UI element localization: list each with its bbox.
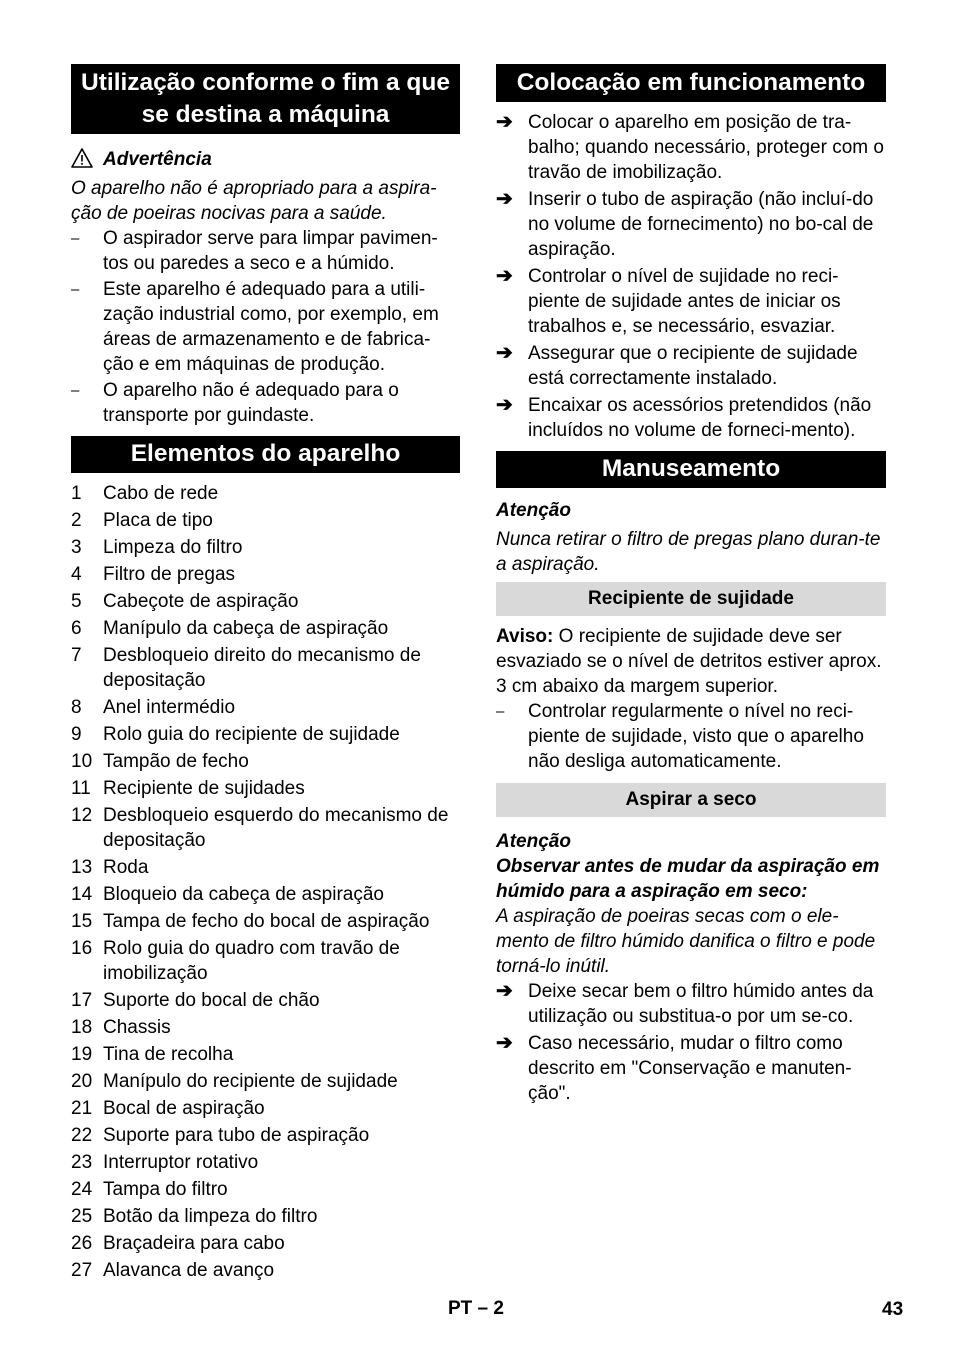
item-text: Tampa do filtro [103,1179,228,1200]
list-item [71,776,460,801]
list-item [496,187,886,262]
item-number: 10 [71,751,93,772]
item-text: Suporte do bocal de chão [103,990,320,1011]
list-item: – O aparelho não é adequado para o transporte por guindaste. [71,378,460,428]
list-item [71,508,460,533]
list-item [71,616,460,641]
list-item [71,1123,460,1148]
notice-text: O recipiente de sujidade deve ser esvaziado se o nível de detritos estiver aprox. 3 cm abaixo da margem superior. [496,626,882,697]
step-text: Caso necessário, mudar o filtro como descrito em "Conservação e manuten-ção". [528,1033,852,1104]
attention-bold-text: Observar antes de mudar da aspiração em húmido para a aspiração em seco: [496,856,880,902]
list-item [71,855,460,880]
item-text: Anel intermédio [103,697,236,718]
list-item [71,1042,460,1067]
step-text: Inserir o tubo de aspiração (não incluí-do no volume de fornecimento) no bo-cal de aspiração. [528,189,874,260]
warning-label: Advertência [103,149,212,170]
item-number: 1 [71,483,82,504]
list-item [71,1015,460,1040]
item-text: Bocal de aspiração [103,1098,265,1119]
list-item [71,643,460,693]
item-text: Cabo de rede [103,483,219,504]
list-item [71,988,460,1013]
notice-label: Aviso: [496,626,554,647]
item-number: 20 [71,1071,93,1092]
item-number: 25 [71,1206,93,1227]
list-item [71,1258,460,1283]
item-number: 21 [71,1098,93,1119]
item-text: Alavanca de avanço [103,1260,275,1281]
list-item [71,1096,460,1121]
list-item [496,264,886,339]
item-number: 2 [71,510,82,531]
section-heading-intended-use: Utilização conforme o fim a que se destina a máquina [71,64,460,134]
section-heading-device-elements: Elementos do aparelho [71,436,460,473]
item-number: 5 [71,591,82,612]
list-item: – Este aparelho é adequado para a utili-zação industrial como, por exemplo, em áreas de armazenamento e de fabrica-ção e em máquinas de produção. [71,277,460,377]
step-text: Colocar o aparelho em posição de tra-balho; quando necessário, proteger com o travão de imobilização. [528,112,884,183]
attention-label: Atenção [496,500,571,521]
list-item [496,341,886,391]
list-item [71,589,460,614]
notice-paragraph [496,624,886,699]
list-item [71,803,460,853]
item-text: Roda [103,857,149,878]
list-item [496,393,886,443]
attention-text-2: A aspiração de poeiras secas com o ele-mento de filtro húmido danifica o filtro e pode torná-lo inútil. [496,906,876,977]
start-up-steps [496,110,886,443]
arrow-right-icon: ➔ [496,394,513,416]
arrow-right-icon: ➔ [496,188,513,210]
list-item [71,1177,460,1202]
item-number: 26 [71,1233,93,1254]
left-column [71,64,460,1285]
attention-label-2: Atenção [496,831,571,852]
item-text: Placa de tipo [103,510,213,531]
item-number: 27 [71,1260,93,1281]
warning-triangle-icon [71,148,93,168]
item-number: 24 [71,1179,93,1200]
warning-block [71,147,460,172]
item-text: Filtro de pregas [103,564,236,585]
item-number: 19 [71,1044,93,1065]
arrow-right-icon: ➔ [496,1032,513,1054]
item-number: 6 [71,618,82,639]
item-number: 16 [71,938,93,959]
list-item [71,1231,460,1256]
list-item [71,882,460,907]
item-number: 22 [71,1125,93,1146]
arrow-right-icon: ➔ [496,980,513,1002]
item-text: Braçadeira para cabo [103,1233,285,1254]
item-number: 14 [71,884,93,905]
item-text: Tampa de fecho do bocal de aspiração [103,911,430,932]
item-text: Tina de recolha [103,1044,234,1065]
item-text: Botão da limpeza do filtro [103,1206,318,1227]
section-heading-start-up: Colocação em funcionamento [496,64,886,102]
item-text: Desbloqueio esquerdo do mecanismo de depositação [103,805,449,851]
list-item [71,1150,460,1175]
list-item [496,1031,886,1106]
list-item: – O aspirador serve para limpar pavimen-tos ou paredes a seco e a húmido. [71,226,460,276]
step-text: Assegurar que o recipiente de sujidade está correctamente instalado. [528,343,858,389]
right-column [496,64,886,1108]
item-number: 15 [71,911,93,932]
step-text: Encaixar os acessórios pretendidos (não incluídos no volume de forneci-mento). [528,395,872,441]
item-number: 12 [71,805,93,826]
list-item [71,481,460,506]
item-text: Manípulo da cabeça de aspiração [103,618,389,639]
list-item [71,936,460,986]
list-item [496,110,886,185]
subheading-dry-vacuuming: Aspirar a seco [496,783,886,817]
intended-use-list [71,226,460,428]
item-text: Tampão de fecho [103,751,249,772]
item-text: Recipiente de sujidades [103,778,305,799]
item-text: Rolo guia do quadro com travão de imobilização [103,938,400,984]
subheading-dirt-container: Recipiente de sujidade [496,582,886,616]
item-text: Rolo guia do recipiente de sujidade [103,724,400,745]
item-number: 7 [71,645,82,666]
attention-text: Nunca retirar o filtro de pregas plano duran-te a aspiração. [496,529,881,575]
item-text: Manípulo do recipiente de sujidade [103,1071,398,1092]
list-item [71,1204,460,1229]
footer-page-number: 43 [882,1299,904,1320]
list-item [71,695,460,720]
item-text: Desbloqueio direito do mecanismo de depositação [103,645,421,691]
item-text: Suporte para tubo de aspiração [103,1125,370,1146]
item-number: 9 [71,724,82,745]
item-text: Cabeçote de aspiração [103,591,299,612]
list-item [71,562,460,587]
item-text: Bloqueio da cabeça de aspiração [103,884,384,905]
footer-language-page: PT – 2 [448,1298,504,1319]
section-heading-operation: Manuseamento [496,451,886,488]
warning-text: O aparelho não é apropriado para a aspira-ção de poeiras nocivas para a saúde. [71,178,437,224]
item-number: 11 [71,778,91,799]
item-number: 8 [71,697,82,718]
list-item [496,979,886,1029]
dirt-container-bullet: – Controlar regularmente o nível no reci-piente de sujidade, visto que o aparelho não desliga automaticamente. [496,699,886,774]
device-elements-list [71,481,460,1283]
item-text: Interruptor rotativo [103,1152,259,1173]
item-number: 13 [71,857,93,878]
item-number: 3 [71,537,82,558]
list-item [71,1069,460,1094]
item-number: 4 [71,564,82,585]
step-text: Deixe secar bem o filtro húmido antes da utilização ou substitua-o por um se-co. [528,981,874,1027]
arrow-right-icon: ➔ [496,342,513,364]
list-item [71,722,460,747]
item-text: Chassis [103,1017,171,1038]
item-number: 23 [71,1152,93,1173]
item-number: 18 [71,1017,93,1038]
list-item [71,535,460,560]
list-item [71,749,460,774]
step-text: Controlar o nível de sujidade no reci-piente de sujidade antes de iniciar os trabalhos e, se necessário, esvaziar. [528,266,841,337]
list-item [71,909,460,934]
arrow-right-icon: ➔ [496,265,513,287]
item-number: 17 [71,990,93,1011]
dry-vacuuming-steps [496,979,886,1106]
arrow-right-icon: ➔ [496,111,513,133]
item-text: Limpeza do filtro [103,537,243,558]
